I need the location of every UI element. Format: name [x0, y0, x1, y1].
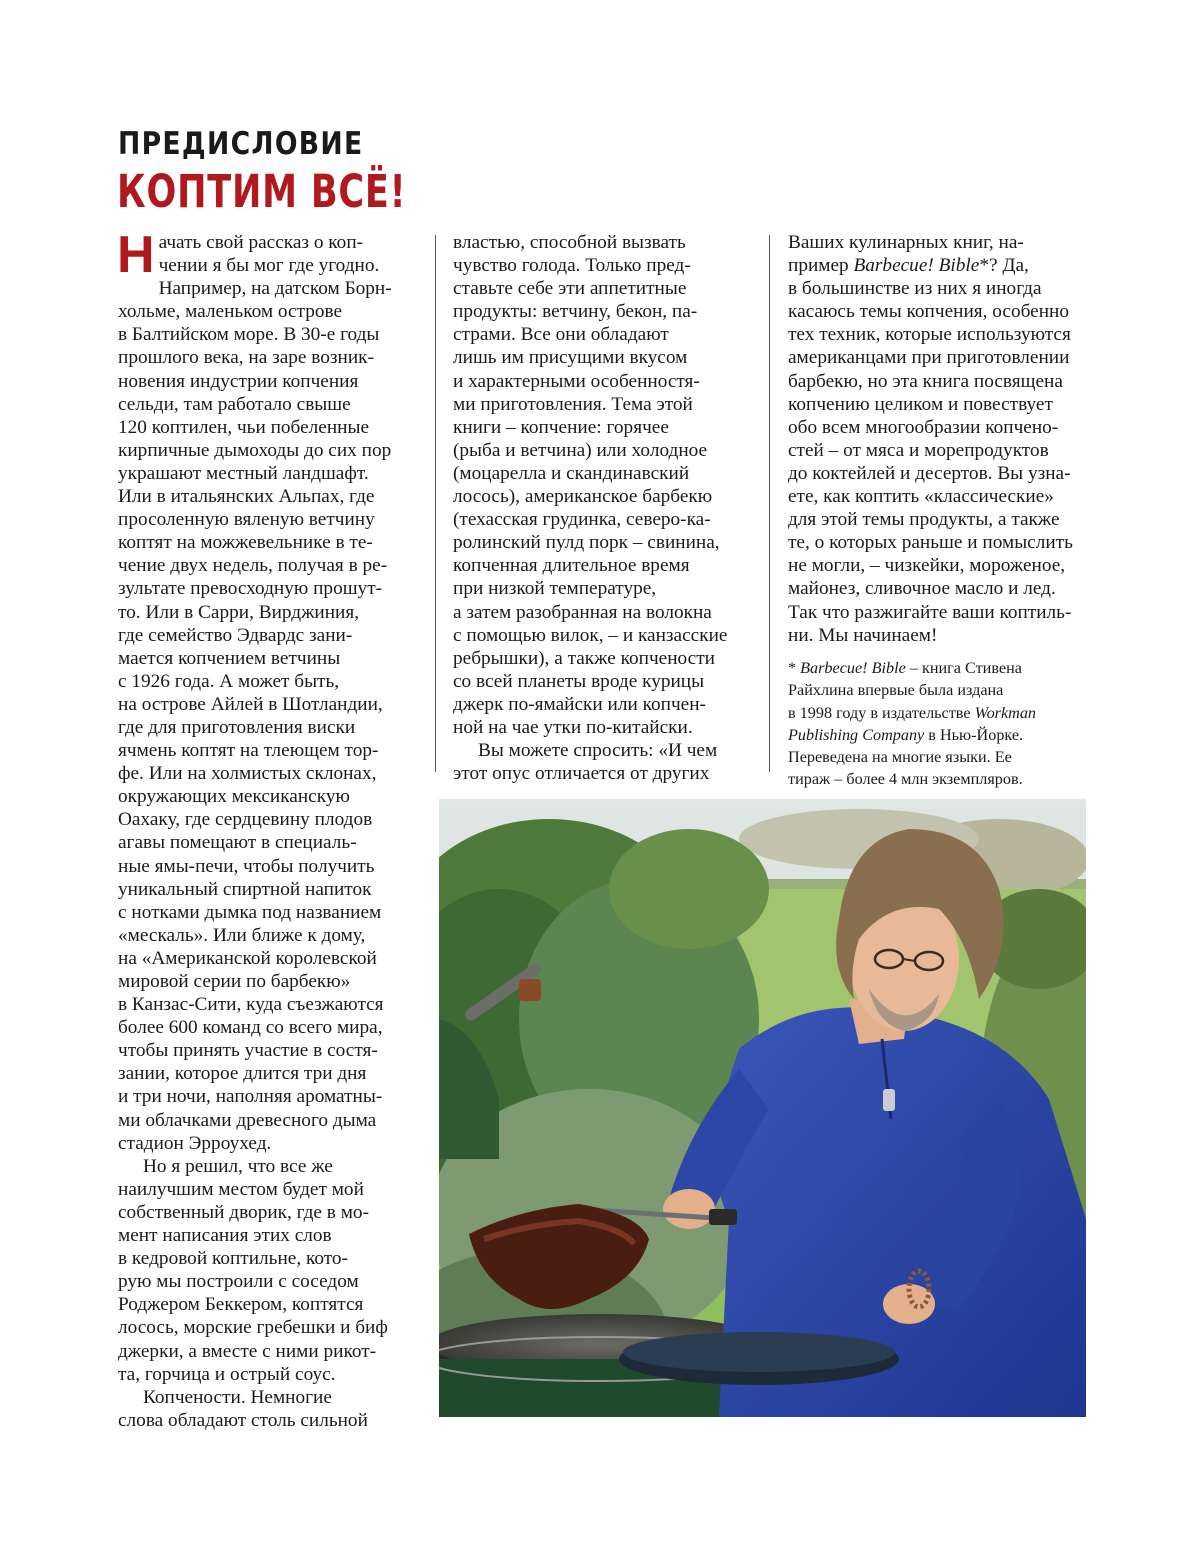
text-line: и три ночи, наполняя ароматны- — [118, 1086, 383, 1108]
text-line: стей – от мяса и морепродуктов — [788, 439, 1049, 461]
text-line: «мескаль». Или ближе к дому, — [118, 924, 366, 946]
text-line: (моцарелла и скандинавский — [453, 462, 690, 484]
text-column-3 — [788, 231, 1108, 647]
text-fragment: пример — [788, 255, 854, 277]
text-line: слова обладают столь сильной — [118, 1409, 368, 1431]
text-line: Вы можете спросить: «И чем — [478, 740, 718, 762]
text-line: Например, на датском Борн- — [158, 278, 392, 300]
footnote-line — [788, 724, 1088, 746]
text-line: джерк по-ямайски или копчен- — [453, 693, 706, 715]
text-line: окружающих мексиканскую — [118, 786, 350, 808]
text-line: до коктейлей и десертов. Вы узна- — [788, 462, 1071, 484]
text-line: Так что разжигайте ваши коптиль- — [788, 601, 1072, 623]
text-line: рую мы построили с соседом — [118, 1271, 359, 1293]
text-line: с 1926 года. А может быть, — [118, 670, 340, 692]
text-line: в кедровой коптильне, кото- — [118, 1248, 348, 1270]
text-line: властью, способной вызвать — [453, 232, 686, 253]
text-line — [788, 254, 1108, 277]
text-line: то. Или в Сарри, Вирджиния, — [118, 601, 360, 623]
text-line: зании, которое длится три дня — [118, 1063, 367, 1085]
footnote-line — [788, 657, 1088, 679]
text-line: не могли, – чизкейки, мороженое, — [788, 555, 1066, 577]
footnote-line — [788, 702, 1088, 724]
text-line: и характерными особенностя- — [453, 370, 700, 392]
text-line: джерки, а вместе с ними рикот- — [118, 1340, 377, 1362]
text-line: чувство голода. Только пред- — [453, 255, 691, 277]
page-title: КОПТИМ ВСЁ! — [117, 165, 407, 218]
text-line: ребрышки), а также копчености — [453, 647, 715, 669]
text-line: ачать свой рассказ о коп- — [158, 232, 364, 253]
text-line: зультате превосходную прошут- — [118, 578, 383, 600]
text-line: Оахаку, где сердцевину плодов — [118, 809, 373, 831]
text-line: американцами при приготовлении — [788, 347, 1070, 369]
text-line: ми облачками древесного дыма — [118, 1109, 377, 1131]
text-line: где семейство Эдвардс зани- — [118, 624, 353, 646]
text-line: касаюсь темы копчения, особенно — [788, 301, 1069, 323]
footnote-line: Переведена на многие языки. Ее — [788, 748, 1012, 767]
book-title: Barbecue! Bible — [800, 659, 906, 677]
text-line: сельди, там работало свыше — [118, 393, 351, 415]
text-line: фе. Или на холмистых склонах, — [118, 763, 377, 785]
text-line: а затем разобранная на волокна — [453, 601, 712, 623]
text-line: (техасская грудинка, северо-ка- — [453, 509, 711, 531]
text-line: тех техник, которые используются — [788, 324, 1071, 346]
author-photo — [439, 799, 1086, 1417]
footnote-line: Райхлина впервые была издана — [788, 681, 1004, 700]
text-line: чение двух недель, получая в ре- — [118, 555, 388, 577]
footnote-line: тираж – более 4 млн экземпляров. — [788, 770, 1023, 789]
text-line: где для приготовления виски — [118, 716, 356, 738]
text-line: новения индустрии копчения — [118, 370, 359, 392]
text-line: та, горчица и острый соус. — [118, 1363, 336, 1385]
text-line: книги – копчение: горячее — [453, 416, 669, 438]
text-line: более 600 команд со всего мира, — [118, 1017, 383, 1039]
text-line: этот опус отличается от других — [453, 763, 710, 785]
text-line: лишь им присущими вкусом — [453, 347, 688, 369]
text-line: лосось, морские гребешки и биф — [118, 1317, 388, 1339]
text-line: чтобы принять участие в состя- — [118, 1040, 378, 1062]
text-line: ми приготовления. Тема этой — [453, 393, 693, 415]
text-line: (рыба и ветчина) или холодное — [453, 439, 708, 461]
text-line: мировой серии по барбекю» — [118, 971, 351, 992]
text-line: мается копчением ветчины — [118, 647, 341, 669]
text-line: собственный дворик, где в мо- — [118, 1201, 369, 1223]
text-line: в большинстве из них я иногда — [788, 278, 1042, 300]
text-line: в Канзас-Сити, куда съезжаются — [118, 994, 384, 1016]
column-rule — [769, 235, 770, 772]
text-line: кирпичные дымоходы до сих пор — [118, 439, 392, 461]
text-line: ете, как коптить «классические» — [788, 486, 1054, 508]
text-line: ячмень коптят на тлеющем тор- — [118, 740, 379, 762]
text-line: стадион Эрроухед. — [118, 1132, 272, 1154]
text-fragment: *? Да, — [979, 255, 1029, 277]
text-line: Или в итальянских Альпах, где — [118, 486, 375, 508]
photo-illustration — [439, 799, 1086, 1417]
text-line: те, о которых раньше и помыслить — [788, 532, 1073, 554]
text-line: на «Американской королевской — [118, 947, 377, 969]
text-line: ные ямы-печи, чтобы получить — [118, 855, 375, 877]
text-line: ни. Мы начинаем! — [788, 624, 938, 646]
text-line: Роджером Беккером, коптятся — [118, 1294, 364, 1316]
text-column-1 — [117, 226, 418, 1432]
text-line: хольме, маленьком острове — [118, 301, 343, 323]
text-line: лосось), американское барбекю — [453, 486, 713, 508]
text-line: на острове Айлей в Шотландии, — [118, 693, 383, 715]
text-column-2 — [453, 231, 753, 785]
text-line: копчению целиком и повествует — [788, 393, 1053, 415]
text-line: наилучшим местом будет мой — [118, 1178, 364, 1200]
text-line: чении я бы мог где угодно. — [158, 255, 380, 277]
column-rule — [435, 235, 436, 772]
footnote — [788, 657, 1088, 791]
text-line: в Балтийском море. В 30-е годы — [118, 324, 380, 346]
drop-cap: Н — [117, 226, 155, 284]
publisher-name: Workman — [974, 703, 1037, 722]
text-line: коптят на можжевельнике в те- — [118, 532, 373, 554]
text-line: продукты: ветчину, бекон, па- — [453, 301, 698, 323]
text-line: майонез, сливочное масло и лед. — [788, 578, 1056, 600]
text-line: копченная длительное время — [453, 555, 690, 577]
text-line: уникальный спиртной напиток — [118, 878, 372, 900]
footnote-marker: * — [788, 659, 801, 677]
section-kicker: ПРЕДИСЛОВИЕ — [118, 126, 364, 162]
text-line: Копчености. Немногие — [143, 1386, 332, 1408]
text-line: при низкой температуре, — [453, 578, 657, 600]
text-fragment: в 1998 году в издательстве — [788, 703, 975, 722]
text-fragment: в Нью-Йорке. — [924, 725, 1024, 744]
text-line: с помощью вилок, – и канзасские — [453, 624, 728, 646]
text-line: мент написания этих слов — [118, 1225, 332, 1247]
text-line: 120 коптилен, чьи побеленные — [118, 416, 370, 438]
text-line: украшают местный ландшафт. — [118, 462, 369, 484]
text-line: агавы помещают в специаль- — [118, 832, 357, 854]
text-line: обо всем многообразии копчено- — [788, 416, 1059, 438]
text-line: ставьте себе эти аппетитные — [453, 278, 687, 300]
text-line: со всей планеты вроде курицы — [453, 670, 705, 692]
text-line: просоленную вяленую ветчину — [118, 509, 375, 531]
text-line: для этой темы продукты, а также — [788, 509, 1060, 531]
book-title: Barbecue! Bible — [853, 255, 980, 277]
text-fragment: – книга Стивена — [905, 659, 1022, 677]
text-line: прошлого века, на заре возник- — [118, 347, 374, 369]
text-line: страми. Все они обладают — [453, 324, 669, 346]
text-line: ной на чае утки по-китайски. — [453, 716, 693, 738]
text-line: с нотками дымка под названием — [118, 901, 382, 923]
publisher-name: Publishing Company — [788, 725, 925, 744]
text-line: ролинский пулд порк – свинина, — [453, 532, 720, 554]
text-line: Но я решил, что все же — [143, 1155, 333, 1177]
text-line: барбекю, но эта книга посвящена — [788, 370, 1063, 392]
text-line: Ваших кулинарных книг, на- — [788, 232, 1024, 253]
